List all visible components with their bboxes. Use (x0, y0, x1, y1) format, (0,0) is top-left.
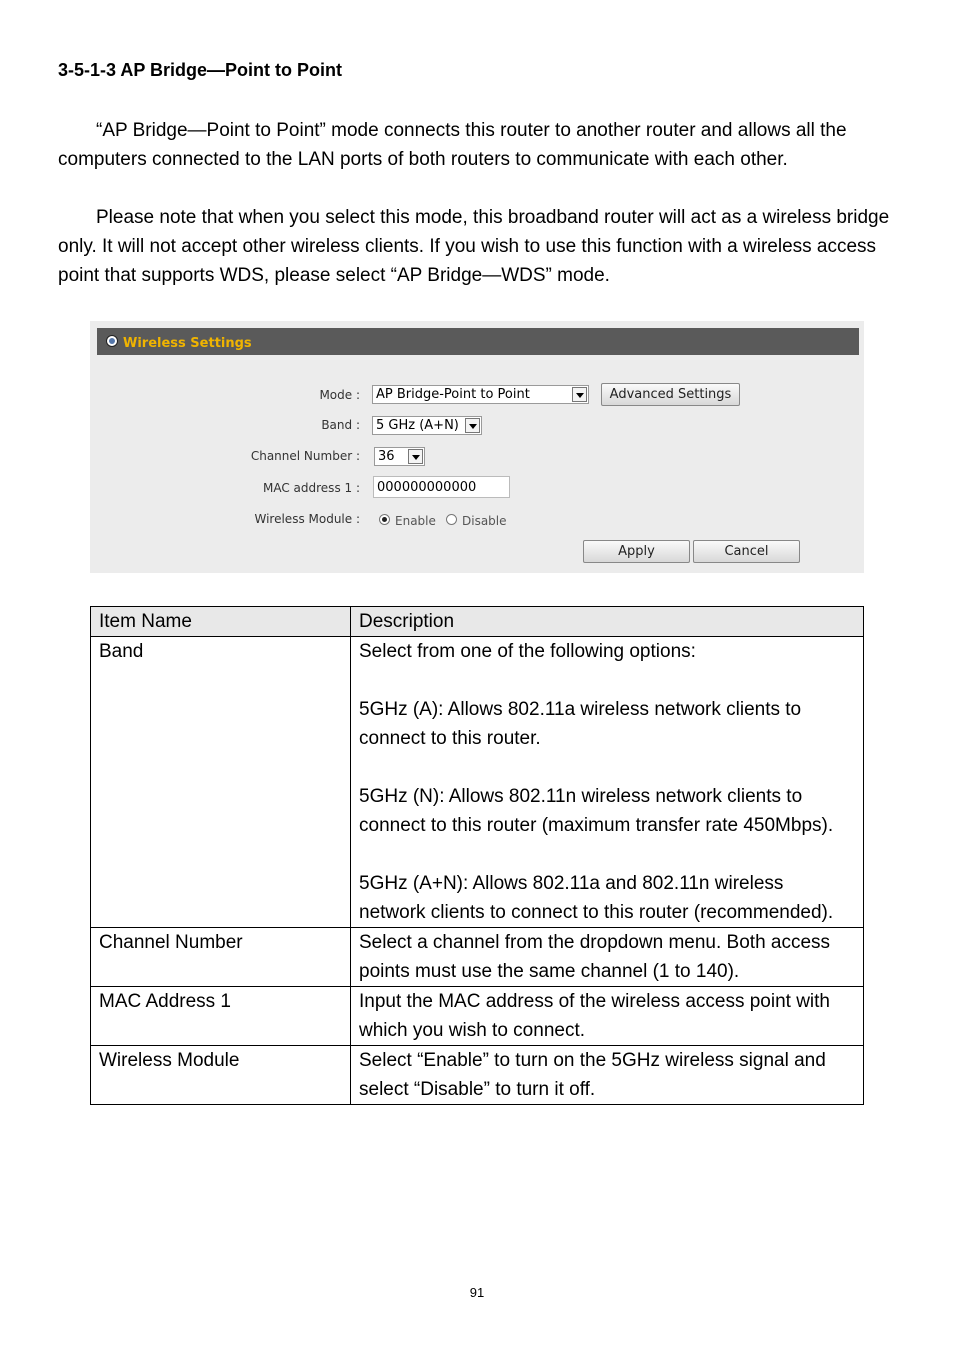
table-row (91, 1046, 864, 1105)
enable-label: Enable (395, 514, 436, 528)
note-paragraph: Please note that when you select this mode, this broadband router will act as a wireless bridge only. It will not accept other wireless clients. If you wish to use this function with a wireless access point that supports WDS, please select “AP Bridge—WDS” mode. (58, 207, 890, 286)
description-text: Select from one of the following options: (359, 641, 696, 662)
table-row (91, 987, 864, 1046)
enable-radio[interactable] (379, 514, 390, 525)
disable-label: Disable (462, 514, 507, 528)
description-text: 5GHz (N): Allows 802.11n wireless network clients to connect to this router (maximum transfer rate 450Mbps). (359, 786, 834, 836)
table-row (91, 637, 864, 928)
column-header: Description (351, 607, 864, 637)
cancel-button[interactable]: Cancel (693, 540, 800, 563)
item-name-cell: Channel Number (91, 928, 351, 987)
item-name-cell: Band (91, 637, 351, 928)
panel-header (97, 328, 859, 355)
mode-select[interactable] (372, 385, 589, 404)
mode-value: AP Bridge-Point to Point (376, 387, 530, 402)
band-value: 5 GHz (A+N) (376, 418, 459, 433)
apply-button[interactable]: Apply (583, 540, 690, 563)
description-cell: Select a channel from the dropdown menu. Both access points must use the same channel (1 to 140). (351, 928, 864, 987)
channel-select[interactable] (374, 447, 425, 466)
wireless-settings-screenshot (90, 321, 864, 573)
section-title: 3-5-1-3 AP Bridge—Point to Point (58, 60, 343, 80)
chevron-down-icon (572, 387, 587, 402)
band-label: Band : (321, 418, 360, 432)
item-name-cell: Wireless Module (91, 1046, 351, 1105)
description-text: 5GHz (A+N): Allows 802.11a and 802.11n wireless network clients to connect to this router (recommended). (359, 873, 834, 923)
panel-title: Wireless Settings (123, 336, 252, 351)
column-header: Item Name (91, 607, 351, 637)
description-cell (351, 637, 864, 928)
bullet-icon (106, 335, 118, 347)
description-text: 5GHz (A): Allows 802.11a wireless network clients to connect to this router. (359, 699, 802, 749)
description-table (90, 606, 864, 1105)
item-name-cell: MAC Address 1 (91, 987, 351, 1046)
wireless-module-label: Wireless Module : (254, 512, 360, 526)
table-row (91, 928, 864, 987)
disable-radio[interactable] (446, 514, 457, 525)
band-select[interactable] (372, 416, 482, 435)
chevron-down-icon (408, 449, 423, 464)
mode-label: Mode : (319, 388, 360, 402)
page-number: 91 (469, 1285, 485, 1300)
intro-paragraph: “AP Bridge—Point to Point” mode connects this router to another router and allows all the computers connected to the LAN ports of both routers to communicate with each other. (58, 120, 847, 170)
channel-value: 36 (378, 449, 395, 464)
description-cell: Select “Enable” to turn on the 5GHz wireless signal and select “Disable” to turn it off. (351, 1046, 864, 1105)
channel-label: Channel Number : (250, 449, 360, 463)
table-header-row (91, 607, 864, 637)
advanced-settings-button[interactable]: Advanced Settings (601, 383, 740, 406)
mac-label: MAC address 1 : (263, 481, 360, 495)
description-cell: Input the MAC address of the wireless access point with which you wish to connect. (351, 987, 864, 1046)
mac-address-input[interactable]: 000000000000 (373, 476, 510, 498)
chevron-down-icon (465, 418, 480, 433)
